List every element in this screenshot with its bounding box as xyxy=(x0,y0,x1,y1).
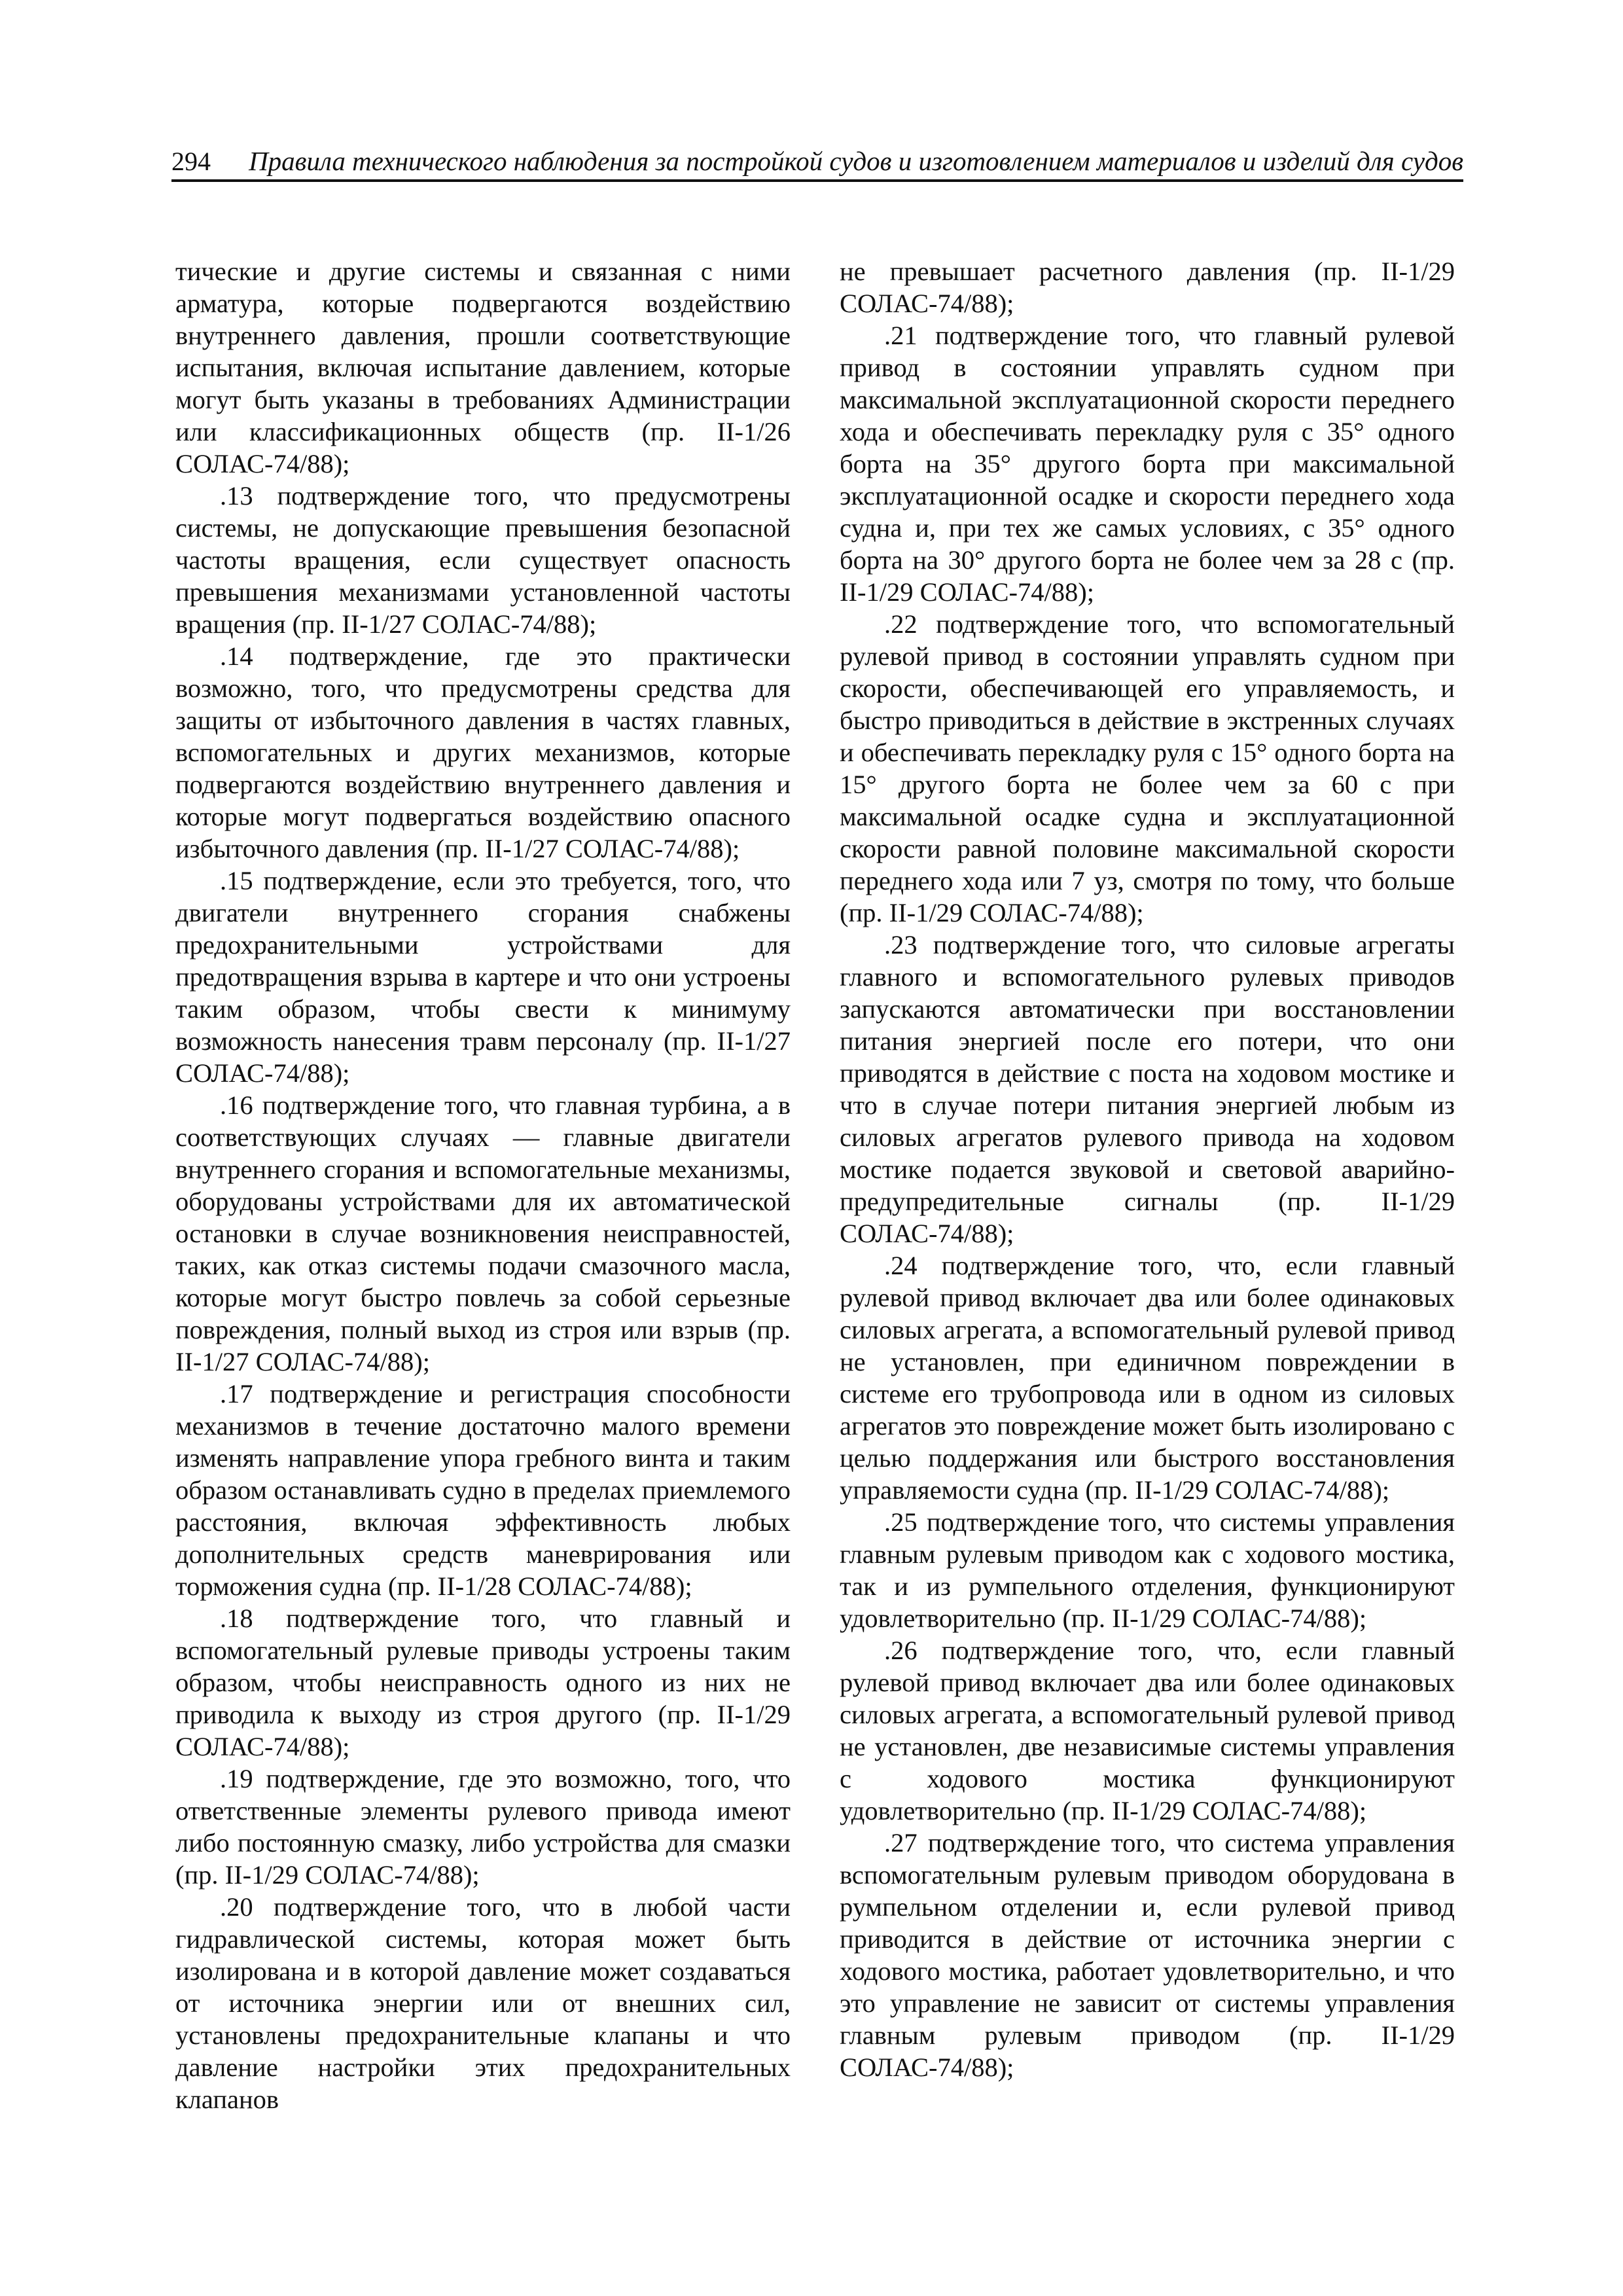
paragraph: .16 подтверждение того, что главная турбина, а в соответствующих случаях — главные двигатели внутреннего сгорания и вспомогательные механизмы, оборудованы устройствами для их автоматической остановки в случае возникновения неисправностей, таких, как отказ системы подачи смазочного масла, которые могут быстро повлечь за собой серьезные повреждения, полный выход из строя или взрыв (пр. II-1/27 СОЛАС-74/88); xyxy=(175,1090,791,1376)
left-column xyxy=(175,255,791,2115)
paragraph: .24 подтверждение того, что, если главный рулевой привод включает два или более одинаковых силовых агрегата, а вспомогательный рулевой привод не установлен, при единичном повреждении в системе его трубопровода или в одном из силовых агрегатов это повреждение может быть изолировано с целью поддержания или быстрого восстановления управляемости судна (пр. II-1/29 СОЛАС-74/88); xyxy=(840,1251,1455,1505)
paragraph: .27 подтверждение того, что система управления вспомогательным рулевым приводом оборудована в румпельном отделении и, если рулевой привод приводится в действие от источника энергии с ходового мостика, работает удовлетворительно, и что это управление не зависит от системы управления главным рулевым приводом (пр. II-1/29 СОЛАС-74/88); xyxy=(840,1828,1455,2082)
paragraph: .13 подтверждение того, что предусмотрены системы, не допускающие превышения безопасной частоты вращения, если существует опасность превышения механизмами установленной частоты вращения (пр. II-1/27 СОЛАС-74/88); xyxy=(175,481,791,639)
running-header xyxy=(171,143,1463,182)
right-column xyxy=(840,255,1455,2083)
paragraph: .15 подтверждение, если это требуется, того, что двигатели внутреннего сгорания снабжены предохранительными устройствами для предотвращения взрыва в картере и что они устроены таким образом, чтобы свести к минимуму возможность нанесения травм персоналу (пр. II-1/27 СОЛАС-74/88); xyxy=(175,866,791,1088)
paragraph: .26 подтверждение того, что, если главный рулевой привод включает два или более одинаковых силовых агрегата, а вспомогательный рулевой привод не установлен, две независимые системы управления с ходового мостика функционируют удовлетворительно (пр. II-1/29 СОЛАС-74/88); xyxy=(840,1636,1455,1825)
paragraph: .18 подтверждение того, что главный и вспомогательный рулевые приводы устроены таким образом, чтобы неисправность одного из них не приводила к выходу из строя другого (пр. II-1/29 СОЛАС-74/88); xyxy=(175,1604,791,1761)
page-number: 294 xyxy=(171,147,211,176)
paragraph: .19 подтверждение, где это возможно, того, что ответственные элементы рулевого привода имеют либо постоянную смазку, либо устройства для смазки (пр. II-1/29 СОЛАС-74/88); xyxy=(175,1764,791,1890)
paragraph: .21 подтверждение того, что главный рулевой привод в состоянии управлять судном при максимальной эксплуатационной скорости переднего хода и обеспечивать перекладку руля с 35° одного борта на 35° другого борта при максимальной эксплуатационной осадке и скорости переднего хода судна и, при тех же самых условиях, с 35° одного борта на 30° другого борта не более чем за 28 с (пр. II-1/29 СОЛАС-74/88); xyxy=(840,321,1455,607)
paragraph: .20 подтверждение того, что в любой части гидравлической системы, которая может быть изолирована и в которой давление может создаваться от источника энергии или от внешних сил, установлены предохранительные клапаны и что давление настройки этих предохранительных клапанов xyxy=(175,1892,791,2114)
paragraph: тические и другие системы и связанная с ними арматура, которые подвергаются воздействию внутреннего давления, прошли соответствующие испытания, включая испытание давлением, которые могут быть указаны в требованиях Администрации или классификационных обществ (пр. II-1/26 СОЛАС-74/88); xyxy=(175,257,791,478)
paragraph: не превышает расчетного давления (пр. II-1/29 СОЛАС-74/88); xyxy=(840,257,1455,318)
paragraph: .22 подтверждение того, что вспомогательный рулевой привод в состоянии управлять судном при скорости, обеспечивающей его управляемость, и быстро приводиться в действие в экстренных случаях и обеспечивать перекладку руля с 15° одного борта на 15° другого борта не более чем за 60 с при максимальной осадке судна и эксплуатационной скорости равной половине максимальной скорости переднего хода или 7 уз, смотря по тому, что больше (пр. II-1/29 СОЛАС-74/88); xyxy=(840,609,1455,927)
paragraph: .23 подтверждение того, что силовые агрегаты главного и вспомогательного рулевых приводов запускаются автоматически при восстановлении питания энергией после его потери, что они приводятся в действие с поста на ходовом мостике и что в случае потери питания энергией любым из силовых агрегатов рулевого привода на ходовом мостике подается звуковой и световой аварийно-предупредительные сигналы (пр. II-1/29 СОЛАС-74/88); xyxy=(840,930,1455,1248)
running-title: Правила технического наблюдения за постройкой судов и изготовлением материалов и изделий для судов xyxy=(249,146,1463,176)
paragraph: .14 подтверждение, где это практически возможно, того, что предусмотрены средства для защиты от избыточного давления в частях главных, вспомогательных и других механизмов, которые подвергаются воздействию внутреннего давления и которые могут подвергаться воздействию опасного избыточного давления (пр. II-1/27 СОЛАС-74/88); xyxy=(175,641,791,863)
paragraph: .17 подтверждение и регистрация способности механизмов в течение достаточно малого времени изменять направление упора гребного винта и таким образом останавливать судно в пределах приемлемого расстояния, включая эффективность любых дополнительных средств маневрирования или торможения судна (пр. II-1/28 СОЛАС-74/88); xyxy=(175,1379,791,1601)
paragraph: .25 подтверждение того, что системы управления главным рулевым приводом как с ходового мостика, так и из румпельного отделения, функционируют удовлетворительно (пр. II-1/29 СОЛАС-74/88); xyxy=(840,1507,1455,1633)
